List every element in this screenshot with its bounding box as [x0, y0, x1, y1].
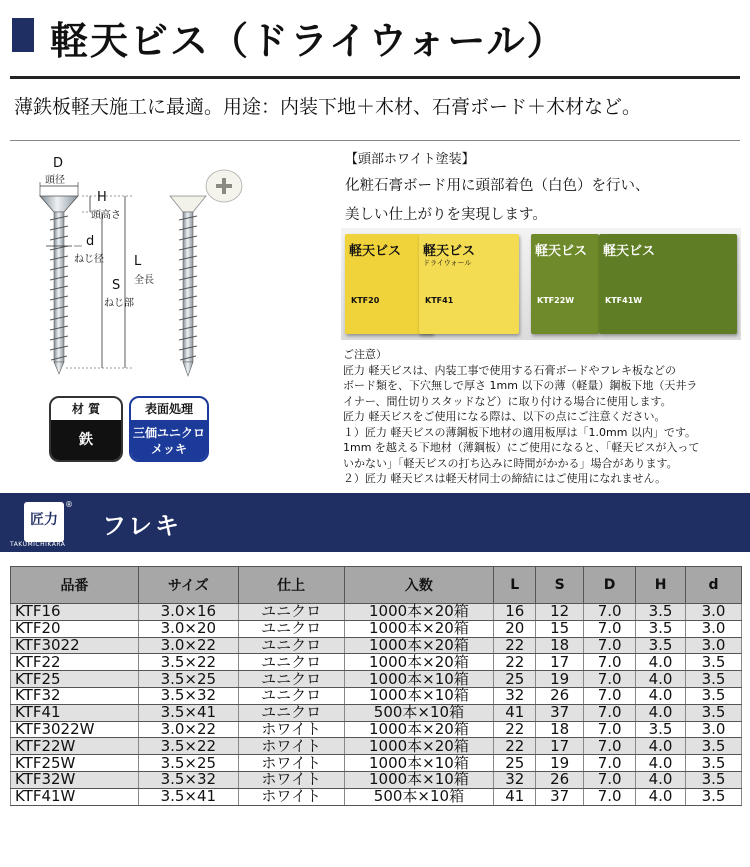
- table-cell: 3.5×22: [138, 654, 238, 671]
- table-cell: 7.0: [584, 637, 636, 654]
- table-cell: ホワイト: [238, 721, 344, 738]
- table-cell: 17: [536, 654, 584, 671]
- table-cell: KTF25W: [11, 755, 139, 772]
- table-cell: 3.5: [686, 788, 742, 805]
- white-coating-heading: 【頭部ホワイト塗装】: [345, 152, 475, 167]
- table-cell: KTF41W: [11, 788, 139, 805]
- table-cell: 4.0: [636, 654, 686, 671]
- product-box-3-code: KTF22W: [537, 296, 575, 305]
- table-cell: KTF32W: [11, 771, 139, 788]
- caution-line: ２）匠力 軽天ビスは軽天材同士の締結にはご使用になれません。: [343, 472, 667, 485]
- col-header-H: H: [636, 567, 686, 604]
- surface-value: [131, 420, 207, 460]
- table-cell: 22: [494, 721, 536, 738]
- table-cell: 1000本×20箱: [344, 637, 494, 654]
- table-cell: 22: [494, 637, 536, 654]
- product-box-4-title: 軽天ビス: [603, 244, 656, 259]
- table-cell: 7.0: [584, 654, 636, 671]
- table-cell: KTF16: [11, 604, 139, 621]
- col-header-size: サイズ: [138, 567, 238, 604]
- col-header-d: d: [686, 567, 742, 604]
- table-cell: 1000本×10箱: [344, 687, 494, 704]
- table-cell: 22: [494, 738, 536, 755]
- dim-L-label: 全長: [134, 275, 154, 286]
- table-row: [11, 637, 742, 654]
- material-box: [49, 396, 123, 462]
- table-row: [11, 738, 742, 755]
- table-cell: KTF20: [11, 620, 139, 637]
- subtitle-divider: [10, 140, 740, 141]
- dim-H-symbol: H: [97, 190, 107, 205]
- table-cell: 500本×10箱: [344, 704, 494, 721]
- product-box-2-sub: ドライウォール: [423, 259, 472, 267]
- table-cell: 3.0×22: [138, 637, 238, 654]
- table-cell: 3.0×20: [138, 620, 238, 637]
- table-cell: 3.0: [686, 604, 742, 621]
- table-cell: ユニクロ: [238, 620, 344, 637]
- table-cell: ホワイト: [238, 738, 344, 755]
- surface-value-line2: メッキ: [150, 442, 187, 456]
- table-cell: 12: [536, 604, 584, 621]
- table-row: [11, 771, 742, 788]
- table-cell: 3.0: [686, 637, 742, 654]
- table-row: [11, 755, 742, 772]
- dim-d-symbol: d: [86, 234, 95, 249]
- table-cell: 3.5: [686, 687, 742, 704]
- table-cell: 37: [536, 704, 584, 721]
- section-title: フレキ: [102, 512, 183, 540]
- col-header-S: S: [536, 567, 584, 604]
- col-header-quantity: 入数: [344, 567, 494, 604]
- surface-heading: 表面処理: [144, 402, 193, 416]
- table-cell: 19: [536, 671, 584, 688]
- table-cell: 4.0: [636, 755, 686, 772]
- table-cell: 3.5×32: [138, 687, 238, 704]
- table-cell: ユニクロ: [238, 604, 344, 621]
- caution-line: イナー、間仕切りスタッドなど）に取り付ける場合に使用します。: [343, 394, 672, 408]
- table-row: [11, 704, 742, 721]
- table-cell: 1000本×20箱: [344, 721, 494, 738]
- caution-title: ご注意）: [343, 348, 387, 361]
- table-cell: 32: [494, 687, 536, 704]
- caution-line: いかない」「軽天ビスの打ち込みに時間がかかる」場合があります。: [343, 456, 678, 470]
- caution-line: 匠力 軽天ビスは、内装工事で使用する石膏ボードやフレキ板などの: [343, 363, 677, 377]
- table-cell: 3.0×16: [138, 604, 238, 621]
- table-cell: ホワイト: [238, 755, 344, 772]
- product-spec-table: [10, 566, 742, 806]
- table-cell: 4.0: [636, 704, 686, 721]
- table-cell: 7.0: [584, 620, 636, 637]
- table-cell: 1000本×10箱: [344, 771, 494, 788]
- table-cell: 3.5×22: [138, 738, 238, 755]
- table-cell: 26: [536, 771, 584, 788]
- col-header-L: L: [494, 567, 536, 604]
- table-cell: 7.0: [584, 704, 636, 721]
- table-cell: ユニクロ: [238, 687, 344, 704]
- table-cell: 37: [536, 788, 584, 805]
- table-cell: 3.5: [686, 738, 742, 755]
- table-cell: 16: [494, 604, 536, 621]
- white-coating-text-2: 美しい仕上がりを実現します。: [345, 207, 547, 223]
- table-row: [11, 620, 742, 637]
- table-cell: 3.5: [636, 637, 686, 654]
- page-subtitle: 薄鉄板軽天施工に最適。用途：内装下地＋木材、石膏ボード＋木材など。: [14, 96, 642, 118]
- table-cell: 1000本×20箱: [344, 620, 494, 637]
- white-head-screw-image: [170, 170, 242, 376]
- table-cell: 41: [494, 704, 536, 721]
- title-marker: [12, 18, 34, 52]
- table-cell: 7.0: [584, 788, 636, 805]
- table-cell: 1000本×10箱: [344, 671, 494, 688]
- table-cell: 32: [494, 771, 536, 788]
- table-cell: 3.0: [686, 620, 742, 637]
- table-cell: 18: [536, 721, 584, 738]
- table-cell: 3.5: [686, 654, 742, 671]
- table-cell: 22: [494, 654, 536, 671]
- surface-value-line1: 三価ユニクロ: [132, 426, 205, 440]
- table-cell: 25: [494, 671, 536, 688]
- col-header-part-number: 品番: [11, 567, 139, 604]
- table-cell: 41: [494, 788, 536, 805]
- table-cell: 1000本×10箱: [344, 755, 494, 772]
- white-coating-text-1: 化粧石膏ボード用に頭部着色（白色）を行い、: [345, 178, 650, 194]
- table-cell: KTF3022: [11, 637, 139, 654]
- table-cell: KTF25: [11, 671, 139, 688]
- caution-line: 匠力 軽天ビスをご使用になる際は、以下の点にご注意ください。: [343, 410, 666, 423]
- table-cell: ホワイト: [238, 788, 344, 805]
- table-cell: 3.5: [636, 620, 686, 637]
- dim-D-label: 頭径: [45, 175, 65, 186]
- table-cell: ユニクロ: [238, 671, 344, 688]
- table-cell: 7.0: [584, 671, 636, 688]
- table-cell: 3.5: [686, 704, 742, 721]
- table-cell: 25: [494, 755, 536, 772]
- table-cell: KTF41: [11, 704, 139, 721]
- material-heading: 材 質: [71, 402, 101, 416]
- table-cell: 3.5: [686, 671, 742, 688]
- brand-logo-text: 匠力: [30, 512, 58, 528]
- product-box-2: [419, 234, 519, 334]
- table-cell: 26: [536, 687, 584, 704]
- table-cell: 3.5: [636, 604, 686, 621]
- table-cell: 1000本×20箱: [344, 604, 494, 621]
- product-box-1-code: KTF20: [351, 296, 380, 305]
- col-header-D: D: [584, 567, 636, 604]
- dim-S-symbol: S: [112, 278, 121, 293]
- caution-line: １）匠力 軽天ビスの薄鋼板下地材の適用板厚は「1.0mm 以内」です。: [343, 425, 697, 439]
- dim-d-label: ねじ径: [74, 254, 104, 265]
- dim-L-symbol: L: [134, 254, 142, 269]
- table-cell: 7.0: [584, 771, 636, 788]
- table-cell: 7.0: [584, 721, 636, 738]
- table-cell: KTF22: [11, 654, 139, 671]
- product-box-4-code: KTF41W: [605, 296, 643, 305]
- product-box-4: [599, 234, 737, 334]
- product-box-2-title: 軽天ビス: [423, 244, 476, 259]
- product-box-3-title: 軽天ビス: [535, 244, 588, 259]
- registered-mark: ®: [65, 500, 73, 509]
- screw-diagram: [20, 150, 330, 390]
- table-cell: KTF32: [11, 687, 139, 704]
- table-cell: 1000本×20箱: [344, 654, 494, 671]
- caution-line: 1mm を越える下地材（薄鋼板）にご使用になると、「軽天ビスが入って: [343, 441, 700, 454]
- table-cell: 3.5×41: [138, 704, 238, 721]
- table-row: [11, 604, 742, 621]
- table-cell: 4.0: [636, 687, 686, 704]
- page-title: 軽天ビス（ドライウォール）: [50, 19, 567, 63]
- table-cell: ユニクロ: [238, 704, 344, 721]
- table-cell: 3.5×25: [138, 755, 238, 772]
- table-cell: 17: [536, 738, 584, 755]
- table-row: [11, 671, 742, 688]
- table-cell: 4.0: [636, 771, 686, 788]
- surface-box: [129, 396, 209, 462]
- product-box-1-title: 軽天ビス: [349, 244, 402, 259]
- title-divider: [10, 76, 740, 79]
- table-row: [11, 687, 742, 704]
- brand-logo-subtext: TAKUMICHIKARA: [10, 541, 66, 548]
- table-cell: 3.5: [686, 755, 742, 772]
- table-cell: 7.0: [584, 687, 636, 704]
- table-cell: 3.5: [636, 721, 686, 738]
- table-cell: 4.0: [636, 788, 686, 805]
- table-row: [11, 721, 742, 738]
- table-cell: 3.5×32: [138, 771, 238, 788]
- table-cell: 19: [536, 755, 584, 772]
- table-cell: ユニクロ: [238, 637, 344, 654]
- col-header-finish: 仕上: [238, 567, 344, 604]
- table-cell: 1000本×20箱: [344, 738, 494, 755]
- table-cell: 3.0: [686, 721, 742, 738]
- table-cell: 3.5: [686, 771, 742, 788]
- table-cell: 7.0: [584, 738, 636, 755]
- table-cell: KTF22W: [11, 738, 139, 755]
- table-cell: 7.0: [584, 755, 636, 772]
- table-cell: ホワイト: [238, 771, 344, 788]
- product-boxes-photo: [341, 228, 741, 340]
- table-cell: 20: [494, 620, 536, 637]
- table-cell: ユニクロ: [238, 654, 344, 671]
- table-cell: 15: [536, 620, 584, 637]
- caution-notes: [343, 347, 743, 487]
- table-cell: 18: [536, 637, 584, 654]
- table-cell: 500本×10箱: [344, 788, 494, 805]
- table-cell: 3.5×25: [138, 671, 238, 688]
- dim-S-label: ねじ部: [104, 298, 134, 309]
- table-row: [11, 788, 742, 805]
- table-cell: 3.0×22: [138, 721, 238, 738]
- dim-H-label: 頭高さ: [91, 210, 121, 221]
- product-box-2-code: KTF41: [425, 296, 454, 305]
- table-cell: KTF3022W: [11, 721, 139, 738]
- caution-line: ボード類を、下穴無しで厚さ 1mm 以下の薄（軽量）鋼板下地（天井ラ: [343, 379, 698, 392]
- table-header-row: [11, 567, 742, 604]
- dim-D-symbol: D: [53, 156, 64, 171]
- product-box-3: [531, 234, 599, 334]
- table-cell: 4.0: [636, 671, 686, 688]
- table-cell: 3.5×41: [138, 788, 238, 805]
- table-row: [11, 654, 742, 671]
- material-value: 鉄: [51, 420, 121, 460]
- table-cell: 4.0: [636, 738, 686, 755]
- table-cell: 7.0: [584, 604, 636, 621]
